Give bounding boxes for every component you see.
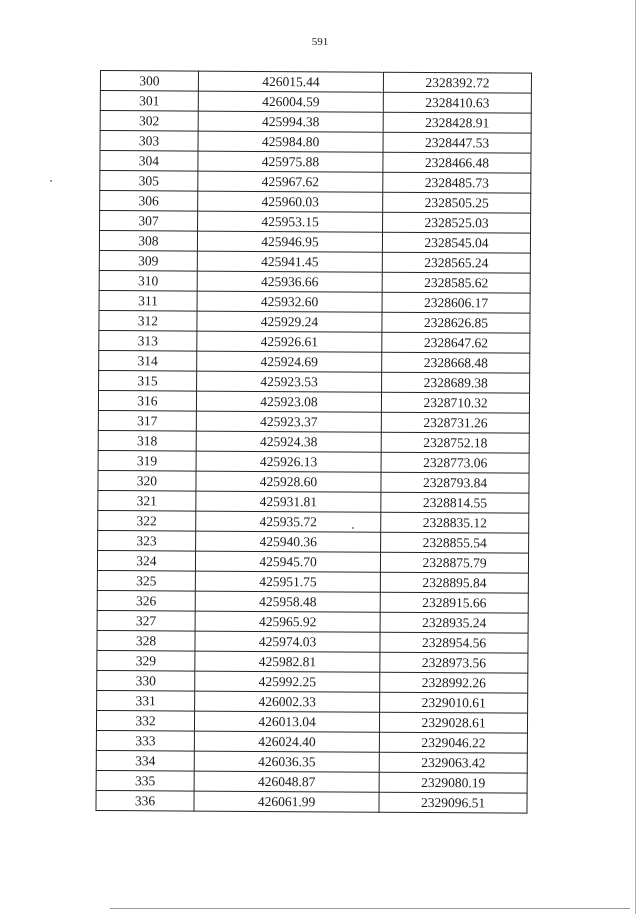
table-row (97, 610, 528, 633)
y-coordinate-cell: 2328992.26 (380, 672, 528, 693)
point-number-cell: 300 (100, 71, 198, 92)
y-coordinate-cell: 2328410.63 (383, 92, 531, 113)
y-coordinate-cell: 2328647.62 (382, 332, 530, 353)
x-coordinate-cell: 425940.36 (195, 531, 380, 552)
x-coordinate-cell: 426013.04 (194, 711, 379, 732)
table-row (100, 211, 531, 234)
point-number-cell: 328 (97, 630, 195, 651)
x-coordinate-cell: 425974.03 (195, 631, 380, 652)
table-row (99, 350, 530, 373)
table-row (99, 290, 530, 313)
x-coordinate-cell: 426002.33 (195, 691, 380, 712)
x-coordinate-cell: 425931.81 (196, 491, 381, 512)
x-coordinate-cell: 425994.38 (198, 111, 383, 132)
y-coordinate-cell: 2328973.56 (380, 652, 528, 673)
point-number-cell: 311 (99, 290, 197, 311)
table-row (97, 650, 528, 673)
x-coordinate-cell: 425924.38 (196, 431, 381, 452)
scan-speck (352, 527, 354, 529)
table-row (97, 550, 528, 573)
table-row (100, 131, 531, 154)
table-row (97, 590, 528, 613)
x-coordinate-cell: 425941.45 (197, 251, 382, 272)
table-row (98, 430, 529, 453)
point-number-cell: 330 (97, 670, 195, 691)
x-coordinate-cell: 425932.60 (197, 291, 382, 312)
point-number-cell: 335 (96, 770, 194, 791)
y-coordinate-cell: 2329028.61 (380, 712, 528, 733)
y-coordinate-cell: 2328814.55 (381, 492, 529, 513)
table-row (100, 111, 531, 134)
point-number-cell: 316 (98, 390, 196, 411)
point-number-cell: 309 (99, 250, 197, 271)
point-number-cell: 326 (97, 590, 195, 611)
x-coordinate-cell: 425951.75 (195, 571, 380, 592)
point-number-cell: 315 (99, 370, 197, 391)
point-number-cell: 318 (98, 430, 196, 451)
point-number-cell: 303 (100, 131, 198, 152)
x-coordinate-cell: 425923.08 (196, 391, 381, 412)
point-number-cell: 333 (96, 730, 194, 751)
y-coordinate-cell: 2328392.72 (384, 72, 532, 93)
point-number-cell: 321 (98, 490, 196, 511)
y-coordinate-cell: 2328710.32 (382, 392, 530, 413)
table-row (96, 710, 527, 733)
point-number-cell: 302 (100, 111, 198, 132)
point-number-cell: 320 (98, 470, 196, 491)
table-row (100, 191, 531, 214)
x-coordinate-cell: 425958.48 (195, 591, 380, 612)
y-coordinate-cell: 2329046.22 (379, 732, 527, 753)
point-number-cell: 332 (96, 710, 194, 731)
table-row (99, 330, 530, 353)
y-coordinate-cell: 2328545.04 (383, 232, 531, 253)
table-row (97, 670, 528, 693)
y-coordinate-cell: 2328565.24 (382, 252, 530, 273)
table-row (98, 490, 529, 513)
x-coordinate-cell: 426015.44 (198, 71, 383, 92)
x-coordinate-cell: 425946.95 (197, 231, 382, 252)
x-coordinate-cell: 425924.69 (197, 351, 382, 372)
point-number-cell: 306 (100, 191, 198, 212)
table-row (98, 530, 529, 553)
y-coordinate-cell: 2328895.84 (380, 572, 528, 593)
x-coordinate-cell: 425929.24 (197, 311, 382, 332)
point-number-cell: 325 (97, 570, 195, 591)
scan-speck (50, 180, 52, 182)
y-coordinate-cell: 2328731.26 (381, 412, 529, 433)
x-coordinate-cell: 425926.61 (197, 331, 382, 352)
table-row (100, 71, 531, 94)
x-coordinate-cell: 425926.13 (196, 451, 381, 472)
point-number-cell: 305 (100, 171, 198, 192)
y-coordinate-cell: 2328954.56 (380, 632, 528, 653)
y-coordinate-cell: 2328689.38 (382, 372, 530, 393)
point-number-cell: 308 (99, 231, 197, 252)
point-number-cell: 319 (98, 450, 196, 471)
table-row (99, 370, 530, 393)
y-coordinate-cell: 2328585.62 (382, 272, 530, 293)
y-coordinate-cell: 2328505.25 (383, 192, 531, 213)
point-number-cell: 313 (99, 330, 197, 351)
y-coordinate-cell: 2329010.61 (380, 692, 528, 713)
y-coordinate-cell: 2328466.48 (383, 152, 531, 173)
x-coordinate-cell: 426036.35 (194, 751, 379, 772)
table-row (96, 750, 527, 773)
table-row (99, 231, 530, 254)
table-row (99, 310, 530, 333)
point-number-cell: 336 (96, 790, 194, 811)
x-coordinate-cell: 426024.40 (194, 731, 379, 752)
y-coordinate-cell: 2328525.03 (383, 212, 531, 233)
point-number-cell: 310 (99, 270, 197, 291)
point-number-cell: 317 (98, 410, 196, 431)
table-row (97, 570, 528, 593)
x-coordinate-cell: 426048.87 (194, 771, 379, 792)
x-coordinate-cell: 425982.81 (195, 651, 380, 672)
x-coordinate-cell: 425945.70 (195, 551, 380, 572)
table-row (97, 690, 528, 713)
x-coordinate-cell: 425923.53 (196, 371, 381, 392)
y-coordinate-cell: 2328793.84 (381, 472, 529, 493)
x-coordinate-cell: 425923.37 (196, 411, 381, 432)
point-number-cell: 324 (97, 550, 195, 571)
table-row (98, 470, 529, 493)
y-coordinate-cell: 2328835.12 (381, 512, 529, 533)
y-coordinate-cell: 2328485.73 (383, 172, 531, 193)
point-number-cell: 322 (98, 510, 196, 531)
point-number-cell: 329 (97, 650, 195, 671)
table-row (98, 510, 529, 533)
point-number-cell: 331 (97, 690, 195, 711)
y-coordinate-cell: 2328626.85 (382, 312, 530, 333)
table-row (100, 91, 531, 114)
point-number-cell: 334 (96, 750, 194, 771)
x-coordinate-cell: 426004.59 (198, 91, 383, 112)
y-coordinate-cell: 2329080.19 (379, 772, 527, 793)
y-coordinate-cell: 2328935.24 (380, 612, 528, 633)
x-coordinate-cell: 426061.99 (194, 791, 379, 812)
y-coordinate-cell: 2328875.79 (381, 552, 529, 573)
point-number-cell: 307 (100, 211, 198, 232)
point-number-cell: 301 (100, 91, 198, 112)
y-coordinate-cell: 2328447.53 (383, 132, 531, 153)
x-coordinate-cell: 425992.25 (195, 671, 380, 692)
table-row (98, 450, 529, 473)
table-row (96, 790, 527, 813)
x-coordinate-cell: 425965.92 (195, 611, 380, 632)
table-row (100, 171, 531, 194)
page-number: 591 (311, 36, 329, 48)
x-coordinate-cell: 425935.72 (196, 511, 381, 532)
x-coordinate-cell: 425967.62 (198, 171, 383, 192)
x-coordinate-cell: 425984.80 (198, 131, 383, 152)
y-coordinate-cell: 2329096.51 (379, 792, 527, 813)
table-row (98, 410, 529, 433)
scan-edge-bottom (110, 908, 630, 909)
point-number-cell: 323 (98, 530, 196, 551)
table-row (96, 730, 527, 753)
y-coordinate-cell: 2328606.17 (382, 292, 530, 313)
x-coordinate-cell: 425953.15 (197, 211, 382, 232)
y-coordinate-cell: 2328915.66 (380, 592, 528, 613)
y-coordinate-cell: 2328428.91 (383, 112, 531, 133)
y-coordinate-cell: 2328752.18 (381, 432, 529, 453)
table-row (99, 250, 530, 273)
coordinate-table (95, 70, 532, 814)
y-coordinate-cell: 2328855.54 (381, 532, 529, 553)
x-coordinate-cell: 425975.88 (198, 151, 383, 172)
coordinate-table-body (96, 71, 532, 814)
table-row (96, 770, 527, 793)
table-row (100, 151, 531, 174)
table-row (97, 630, 528, 653)
table-row (99, 270, 530, 293)
y-coordinate-cell: 2328668.48 (382, 352, 530, 373)
x-coordinate-cell: 425928.60 (196, 471, 381, 492)
table-row (98, 390, 529, 413)
point-number-cell: 312 (99, 310, 197, 331)
y-coordinate-cell: 2328773.06 (381, 452, 529, 473)
point-number-cell: 314 (99, 350, 197, 371)
point-number-cell: 304 (100, 151, 198, 172)
point-number-cell: 327 (97, 610, 195, 631)
scan-edge-right (635, 0, 636, 914)
x-coordinate-cell: 425960.03 (198, 191, 383, 212)
y-coordinate-cell: 2329063.42 (379, 752, 527, 773)
x-coordinate-cell: 425936.66 (197, 271, 382, 292)
